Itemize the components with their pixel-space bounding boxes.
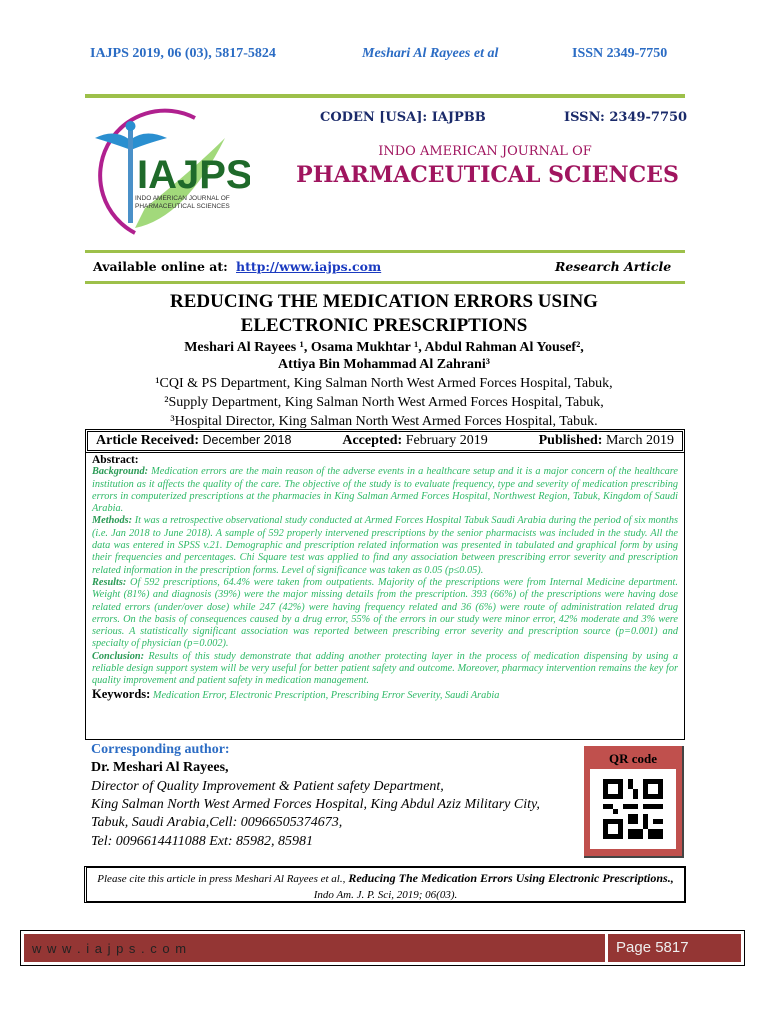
affiliation: ²Supply Department, King Salman North West Armed Forces Hospital, Tabuk, [164, 395, 604, 410]
author-line: Meshari Al Rayees ¹, Osama Mukhtar ¹, Abdul Rahman Al Yousef², [184, 340, 584, 355]
online-label: Available online at: [93, 259, 228, 274]
header-author: Meshari Al Rayees et al [362, 46, 499, 61]
svg-text:IAJPS: IAJPS [137, 153, 250, 197]
journal-link[interactable]: http://www.iajps.com [236, 259, 382, 274]
header-issn: ISSN 2349-7750 [572, 46, 668, 61]
divider [85, 94, 685, 98]
authors [0, 339, 768, 373]
abstract-background: Background: Medication errors are the main reason of the adverse events in a healthcare setup and it is a major concern of the healthcare institution as it affects the quality of the care. The objective of the study is to evaluate frequency, type and severity of medication prescribing errors in computerized prescriptions at the pharmacies in King Salman Armed Forces Hospital, Northwest Region, Tabuk, Kingdom of Saudi Arabia. [92, 466, 678, 515]
article-type: Research Article [555, 259, 672, 274]
address-line: Tabuk, Saudi Arabia,Cell: 00966505374673, [91, 815, 343, 831]
abstract-conclusion: Conclusion: Results of this study demonstrate that adding another protecting layer in the process of medication dispensing by using a reliable design support system will be very useful for better patient safety and outcome. Moreover, pharmacy intervention remains the key for quality improvement and patient safety in medication management. [92, 650, 678, 687]
abstract-results: Results: Of 592 prescriptions, 64.4% were taken from outpatients. Majority of the prescriptions were from Internal Medicine department. Weight (81%) and diagnosis (39%) were the major missing details from the prescription. 393 (66%) of the prescriptions were having dose related errors (under/over dose) while 247 (42%) were having frequency related and 36 (6%) were route of administration related drug errors. On the basis of consequences caused by a drug error, 55% of the errors in our study were minor error, 42% moderate and 3% were serious. A statistically significant association was reported between prescribing error severity and prescription source (p=0.001) and specialty of physician (p=0.002). [92, 576, 678, 650]
divider [85, 250, 685, 253]
address-line: Tel: 0096614411088 Ext: 85982, 85981 [91, 833, 314, 849]
corresponding-name: Dr. Meshari Al Rayees, [91, 760, 229, 775]
corresponding-address [91, 778, 540, 851]
affiliations [0, 374, 768, 431]
address-line: Director of Quality Improvement & Patient safety Department, [91, 779, 444, 794]
address-line: King Salman North West Armed Forces Hospital, King Abdul Aziz Military City, [91, 797, 540, 813]
affiliation: ¹CQI & PS Department, King Salman North West Armed Forces Hospital, Tabuk, [155, 376, 613, 391]
svg-text:PHARMACEUTICAL SCIENCES: PHARMACEUTICAL SCIENCES [135, 203, 230, 210]
title-line: ELECTRONIC PRESCRIPTIONS [240, 315, 528, 336]
abstract-heading: Abstract: [92, 454, 139, 466]
cite-suffix: Indo Am. J. P. Sci, 2019; 06(03). [313, 889, 458, 901]
cite-title: Reducing The Medication Errors Using Electronic Prescriptions., [345, 871, 674, 885]
qr-panel [584, 746, 684, 858]
page-number: Page 5817 [608, 934, 741, 962]
published: Published: March 2019 [538, 433, 674, 448]
journal-name-line2: PHARMACEUTICAL SCIENCES [296, 162, 679, 188]
article-title [0, 290, 768, 338]
author-line: Attiya Bin Mohammad Al Zahrani³ [278, 357, 490, 372]
journal-logo [75, 108, 250, 238]
article-dates [85, 429, 685, 453]
header-citation: IAJPS 2019, 06 (03), 5817-5824 [90, 46, 276, 61]
corresponding-heading: Corresponding author: [91, 742, 230, 757]
qr-label: QR code [608, 751, 658, 766]
divider [85, 281, 685, 284]
qr-code-image[interactable] [590, 769, 676, 849]
citation-box [84, 866, 686, 903]
journal-name-line1: INDO AMERICAN JOURNAL OF [378, 144, 592, 159]
coden: CODEN [USA]: IAJPBB [320, 110, 486, 125]
title-line: REDUCING THE MEDICATION ERRORS USING [170, 291, 598, 312]
received: Article Received: December 2018 [96, 433, 292, 448]
keywords: Keywords: Medication Error, Electronic Prescription, Prescribing Error Severity, Saudi Arabia [92, 686, 500, 701]
abstract-methods: Methods: It was a retrospective observational study conducted at Armed Forces Hospital Tabuk Saudi Arabia during the period of six months (i.e. Jan 2018 to June 2018). A sample of 592 properly intervened prescriptions by the senior pharmacists was included in the study. All the data was entered in SPSS v.21. Demographic and prescription related information was presented in tabulated and graphical form by using their frequencies and percentages. Chi Square test was applied to find any association between prescribing error severity and prescription related information in the prescription forms. Level of significance was taken as 0.05 (p≤0.05). [92, 515, 678, 576]
affiliation: ³Hospital Director, King Salman North West Armed Forces Hospital, Tabuk. [170, 414, 598, 429]
abstract [85, 452, 685, 740]
page-footer [20, 930, 745, 966]
svg-text:INDO AMERICAN JOURNAL OF: INDO AMERICAN JOURNAL OF [135, 195, 230, 202]
masthead-issn: ISSN: 2349-7750 [564, 110, 688, 125]
footer-site: w w w . i a j p s . c o m [24, 934, 605, 962]
cite-prefix: Please cite this article in press Meshari Al Rayees et al., [97, 873, 346, 885]
accepted: Accepted: February 2019 [342, 433, 488, 448]
